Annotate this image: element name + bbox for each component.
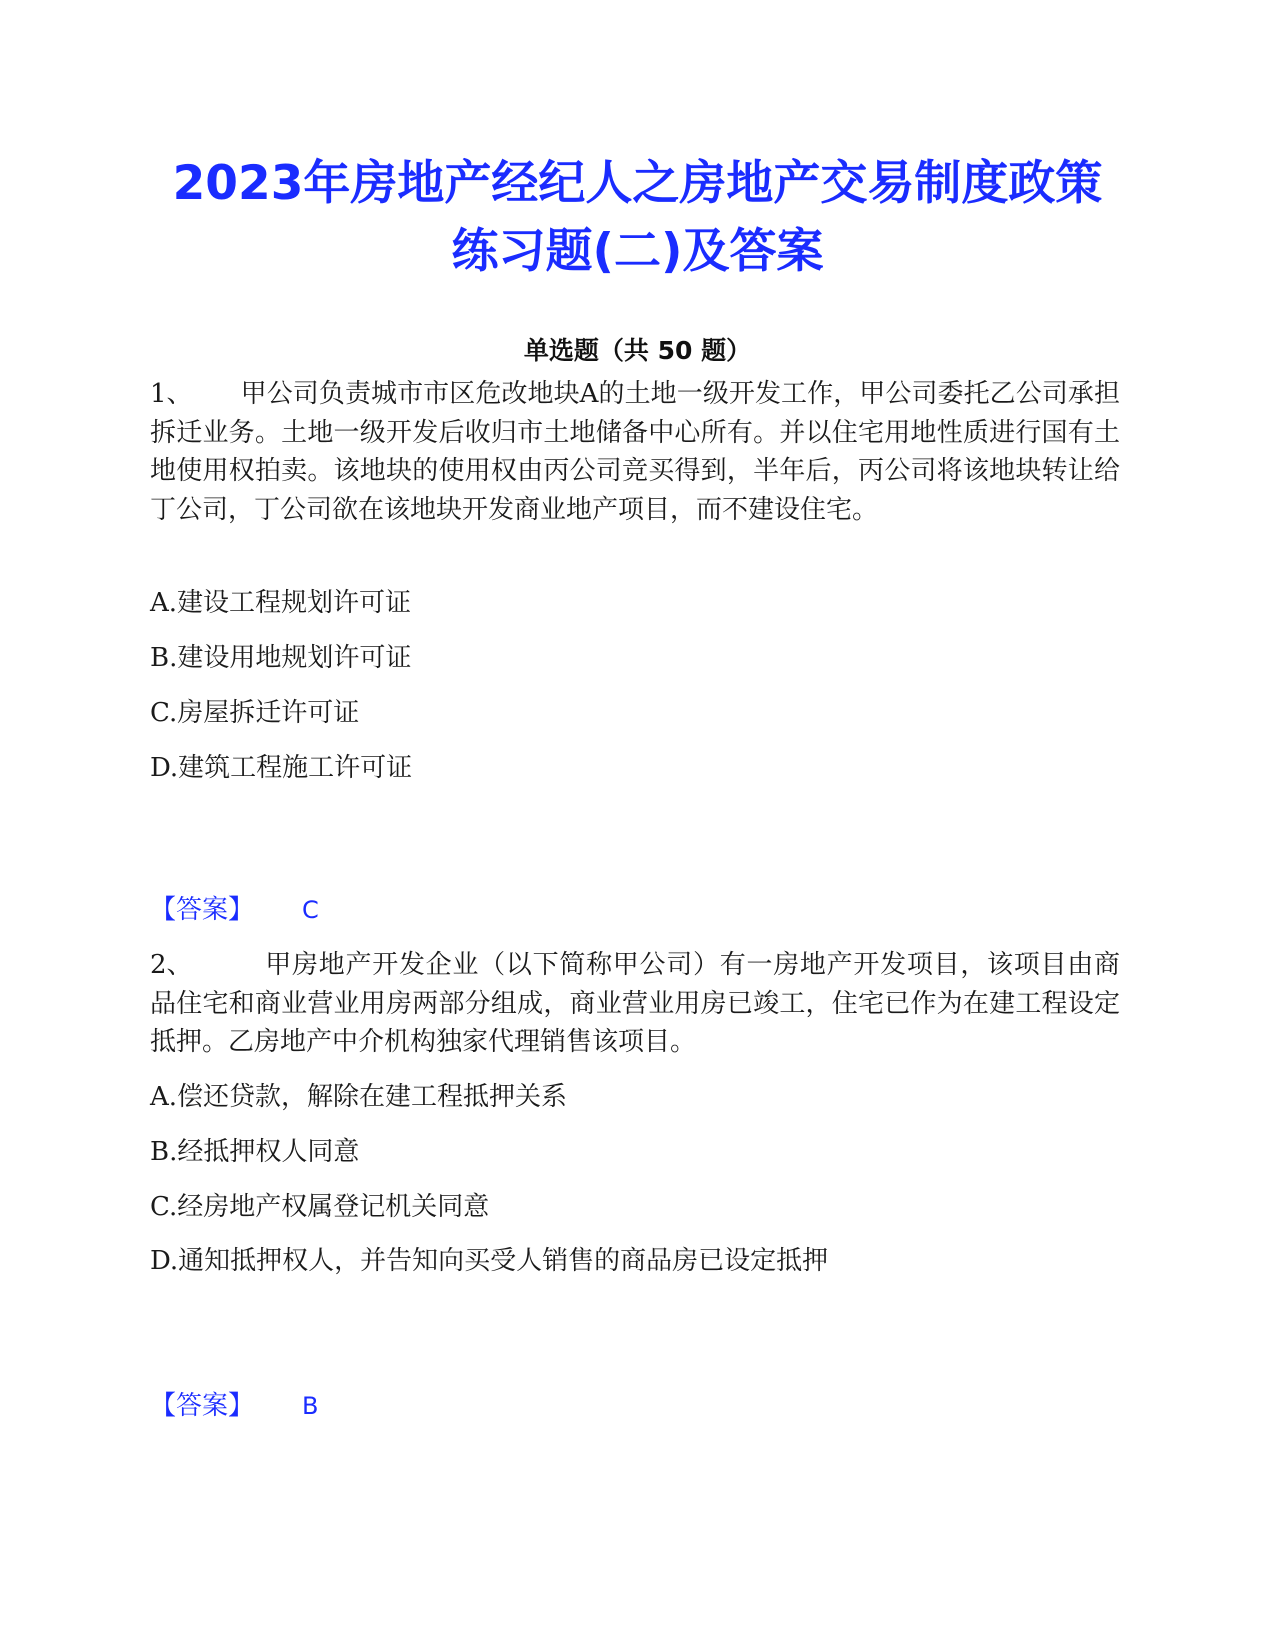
question-2-option-c: C.经房地产权属登记机关同意 (150, 1192, 490, 1222)
question-2-text: 甲房地产开发企业（以下简称甲公司）有一房地产开发项目，该项目由商品住宅和商业营业用房两部分组成，商业营业用房已竣工，住宅已作为在建工程设定抵押。乙房地产中介机构独家代理销售该项目。 (150, 950, 1120, 1057)
question-1-text: 甲公司负责城市市区危改地块A的土地一级开发工作，甲公司委托乙公司承担拆迁业务。土地一级开发后收归市土地储备中心所有。并以住宅用地性质进行国有土地使用权拍卖。该地块的使用权由丙公司竞买得到，半年后，丙公司将该地块转让给丁公司，丁公司欲在该地块开发商业地产项目，而不建设住宅。 (150, 379, 1120, 525)
answer-value: C (302, 896, 319, 924)
answer-value: B (302, 1392, 319, 1420)
question-1-stem (150, 375, 1120, 529)
answer-label: 【答案】 (150, 895, 255, 925)
question-2-number: 2、 (150, 950, 193, 980)
question-2-option-a: A.偿还贷款，解除在建工程抵押关系 (150, 1082, 568, 1112)
page-title-line-1: 2023年房地产经纪人之房地产交易制度政策 (172, 156, 1103, 211)
page-title-line-2: 练习题(二)及答案 (451, 224, 824, 279)
question-2-stem (150, 946, 1120, 1062)
page-title (0, 150, 1275, 286)
question-1-option-c: C.房屋拆迁许可证 (150, 698, 360, 728)
question-1-answer (150, 892, 319, 928)
question-1 (150, 375, 1120, 529)
question-1-option-d: D.建筑工程施工许可证 (150, 753, 413, 783)
question-2-option-b: B.经抵押权人同意 (150, 1137, 360, 1167)
question-1-option-a: A.建设工程规划许可证 (150, 588, 412, 618)
question-2 (150, 946, 1120, 1062)
question-2-answer (150, 1388, 318, 1424)
answer-label: 【答案】 (150, 1391, 255, 1421)
section-header: 单选题（共 50 题） (523, 336, 752, 365)
question-1-number: 1、 (150, 379, 193, 409)
question-2-option-d: D.通知抵押权人，并告知向买受人销售的商品房已设定抵押 (150, 1246, 829, 1276)
question-1-option-b: B.建设用地规划许可证 (150, 643, 412, 673)
